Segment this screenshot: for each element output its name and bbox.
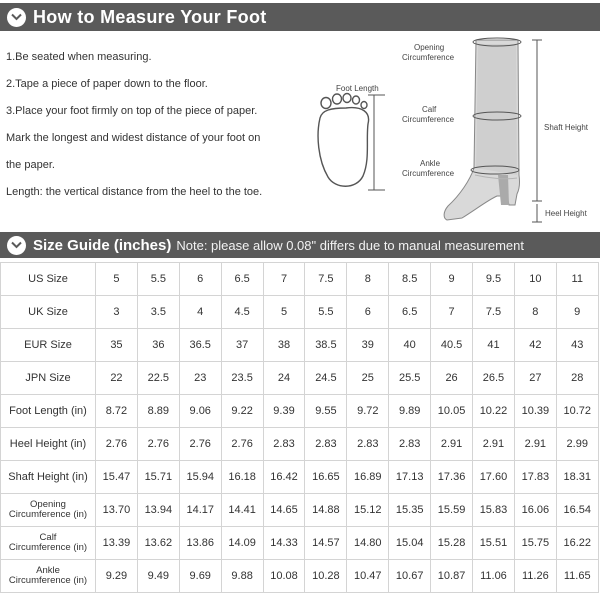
table-cell: 42 bbox=[514, 329, 556, 362]
table-cell: 9.88 bbox=[221, 560, 263, 593]
table-cell: 27 bbox=[514, 362, 556, 395]
table-row bbox=[1, 263, 599, 296]
table-cell: 10.28 bbox=[305, 560, 347, 593]
table-row bbox=[1, 395, 599, 428]
table-cell: 6.5 bbox=[389, 296, 431, 329]
foot-outline-icon bbox=[318, 94, 369, 187]
row-label-line: Ankle bbox=[36, 565, 60, 576]
table-cell: 13.86 bbox=[179, 527, 221, 560]
table-cell: 25.5 bbox=[389, 362, 431, 395]
table-cell: 23.5 bbox=[221, 362, 263, 395]
table-cell: 9.72 bbox=[347, 395, 389, 428]
size-guide-title: Size Guide (inches) bbox=[33, 236, 172, 254]
table-cell: 22 bbox=[96, 362, 138, 395]
table-cell: 13.62 bbox=[137, 527, 179, 560]
table-cell: 13.70 bbox=[96, 494, 138, 527]
table-row bbox=[1, 296, 599, 329]
table-cell: 2.91 bbox=[514, 428, 556, 461]
table-cell: 11.65 bbox=[556, 560, 598, 593]
table-cell: 10.72 bbox=[556, 395, 598, 428]
table-cell: 2.91 bbox=[473, 428, 515, 461]
table-cell: 26 bbox=[431, 362, 473, 395]
table-cell: 37 bbox=[221, 329, 263, 362]
table-cell: 5 bbox=[96, 263, 138, 296]
foot-length-label: Foot Length bbox=[336, 84, 379, 93]
table-cell: 16.42 bbox=[263, 461, 305, 494]
table-cell: 43 bbox=[556, 329, 598, 362]
table-cell: 10 bbox=[514, 263, 556, 296]
table-cell: 10.67 bbox=[389, 560, 431, 593]
table-cell: 9.69 bbox=[179, 560, 221, 593]
row-label: US Size bbox=[1, 263, 96, 296]
table-cell: 15.47 bbox=[96, 461, 138, 494]
row-label-line: Circumference (in) bbox=[8, 509, 88, 520]
table-cell: 13.39 bbox=[96, 527, 138, 560]
table-cell: 17.13 bbox=[389, 461, 431, 494]
measure-title: How to Measure Your Foot bbox=[33, 6, 267, 27]
table-cell: 2.76 bbox=[137, 428, 179, 461]
table-cell: 14.57 bbox=[305, 527, 347, 560]
table-cell: 2.99 bbox=[556, 428, 598, 461]
table-cell: 3.5 bbox=[137, 296, 179, 329]
table-cell: 23 bbox=[179, 362, 221, 395]
table-cell: 8 bbox=[514, 296, 556, 329]
table-cell: 6 bbox=[179, 263, 221, 296]
table-cell: 39 bbox=[347, 329, 389, 362]
table-cell: 10.08 bbox=[263, 560, 305, 593]
table-cell: 14.80 bbox=[347, 527, 389, 560]
table-cell: 2.76 bbox=[179, 428, 221, 461]
table-cell: 40 bbox=[389, 329, 431, 362]
table-cell: 4.5 bbox=[221, 296, 263, 329]
table-cell: 6.5 bbox=[221, 263, 263, 296]
table-cell: 9.29 bbox=[96, 560, 138, 593]
table-cell: 2.91 bbox=[431, 428, 473, 461]
table-cell: 14.17 bbox=[179, 494, 221, 527]
row-label-line: Circumference (in) bbox=[8, 542, 88, 553]
table-cell: 8.72 bbox=[96, 395, 138, 428]
table-cell: 13.94 bbox=[137, 494, 179, 527]
table-cell: 35 bbox=[96, 329, 138, 362]
heel-height-label: Heel Height bbox=[545, 209, 587, 218]
table-cell: 15.35 bbox=[389, 494, 431, 527]
instruction-line: 3.Place your foot firmly on top of the piece of paper. bbox=[6, 105, 258, 117]
table-cell: 9.55 bbox=[305, 395, 347, 428]
calf-label: Calf bbox=[422, 105, 437, 114]
table-cell: 16.22 bbox=[556, 527, 598, 560]
table-cell: 14.09 bbox=[221, 527, 263, 560]
table-cell: 17.36 bbox=[431, 461, 473, 494]
measurement-illustration bbox=[0, 0, 600, 232]
table-cell: 15.51 bbox=[473, 527, 515, 560]
row-label-line: Circumference (in) bbox=[8, 575, 88, 586]
table-row bbox=[1, 461, 599, 494]
table-cell: 7.5 bbox=[305, 263, 347, 296]
table-cell: 24 bbox=[263, 362, 305, 395]
table-cell: 16.18 bbox=[221, 461, 263, 494]
table-cell: 14.33 bbox=[263, 527, 305, 560]
table-cell: 14.88 bbox=[305, 494, 347, 527]
size-guide-header bbox=[0, 232, 600, 258]
table-cell: 2.83 bbox=[347, 428, 389, 461]
table-cell: 15.59 bbox=[431, 494, 473, 527]
instruction-line: 1.Be seated when measuring. bbox=[6, 51, 152, 63]
table-cell: 10.22 bbox=[473, 395, 515, 428]
table-cell: 2.76 bbox=[221, 428, 263, 461]
table-cell: 10.47 bbox=[347, 560, 389, 593]
row-label: Shaft Height (in) bbox=[1, 461, 96, 494]
table-cell: 11.26 bbox=[514, 560, 556, 593]
table-cell: 9 bbox=[556, 296, 598, 329]
chevron-down-icon bbox=[7, 236, 26, 255]
table-cell: 11.06 bbox=[473, 560, 515, 593]
row-label: JPN Size bbox=[1, 362, 96, 395]
row-label bbox=[1, 494, 96, 527]
table-cell: 15.83 bbox=[473, 494, 515, 527]
table-cell: 16.06 bbox=[514, 494, 556, 527]
table-cell: 5 bbox=[263, 296, 305, 329]
table-cell: 5.5 bbox=[305, 296, 347, 329]
size-guide-note: Note: please allow 0.08" differs due to manual measurement bbox=[176, 237, 525, 253]
table-cell: 8.89 bbox=[137, 395, 179, 428]
table-cell: 15.75 bbox=[514, 527, 556, 560]
table-row bbox=[1, 362, 599, 395]
table-row bbox=[1, 527, 599, 560]
table-cell: 15.94 bbox=[179, 461, 221, 494]
row-label bbox=[1, 527, 96, 560]
row-label: UK Size bbox=[1, 296, 96, 329]
table-cell: 2.83 bbox=[389, 428, 431, 461]
table-cell: 15.71 bbox=[137, 461, 179, 494]
table-cell: 2.83 bbox=[305, 428, 347, 461]
table-cell: 3 bbox=[96, 296, 138, 329]
opening-label: Opening bbox=[414, 43, 445, 52]
opening-label-2: Circumference bbox=[402, 53, 455, 62]
row-label-line: Calf bbox=[39, 532, 57, 543]
table-row bbox=[1, 329, 599, 362]
boot-icon bbox=[444, 40, 519, 220]
instruction-line: Length: the vertical distance from the heel to the toe. bbox=[6, 186, 263, 198]
table-cell: 10.39 bbox=[514, 395, 556, 428]
table-cell: 16.54 bbox=[556, 494, 598, 527]
ankle-label-2: Circumference bbox=[402, 169, 455, 178]
table-cell: 15.12 bbox=[347, 494, 389, 527]
table-cell: 7.5 bbox=[473, 296, 515, 329]
table-cell: 28 bbox=[556, 362, 598, 395]
table-cell: 9.5 bbox=[473, 263, 515, 296]
table-cell: 11 bbox=[556, 263, 598, 296]
table-row bbox=[1, 560, 599, 593]
ankle-label: Ankle bbox=[420, 159, 441, 168]
table-cell: 14.41 bbox=[221, 494, 263, 527]
row-label: EUR Size bbox=[1, 329, 96, 362]
table-row bbox=[1, 428, 599, 461]
table-cell: 9 bbox=[431, 263, 473, 296]
table-cell: 8.5 bbox=[389, 263, 431, 296]
table-cell: 16.89 bbox=[347, 461, 389, 494]
table-cell: 24.5 bbox=[305, 362, 347, 395]
shaft-height-label: Shaft Height bbox=[544, 123, 589, 132]
size-table-body bbox=[1, 263, 599, 593]
table-cell: 9.22 bbox=[221, 395, 263, 428]
table-cell: 18.31 bbox=[556, 461, 598, 494]
table-cell: 22.5 bbox=[137, 362, 179, 395]
table-cell: 38.5 bbox=[305, 329, 347, 362]
table-cell: 5.5 bbox=[137, 263, 179, 296]
table-cell: 17.83 bbox=[514, 461, 556, 494]
table-cell: 36 bbox=[137, 329, 179, 362]
table-cell: 9.89 bbox=[389, 395, 431, 428]
row-label: Heel Height (in) bbox=[1, 428, 96, 461]
table-cell: 9.49 bbox=[137, 560, 179, 593]
row-label-line: Opening bbox=[30, 499, 66, 510]
table-cell: 15.28 bbox=[431, 527, 473, 560]
table-cell: 25 bbox=[347, 362, 389, 395]
table-cell: 16.65 bbox=[305, 461, 347, 494]
size-table bbox=[0, 262, 599, 593]
table-cell: 2.76 bbox=[96, 428, 138, 461]
table-row bbox=[1, 494, 599, 527]
table-cell: 10.05 bbox=[431, 395, 473, 428]
table-cell: 7 bbox=[263, 263, 305, 296]
table-cell: 26.5 bbox=[473, 362, 515, 395]
table-cell: 2.83 bbox=[263, 428, 305, 461]
instruction-line: Mark the longest and widest distance of your foot on bbox=[6, 132, 261, 144]
table-cell: 14.65 bbox=[263, 494, 305, 527]
table-cell: 9.39 bbox=[263, 395, 305, 428]
table-cell: 38 bbox=[263, 329, 305, 362]
table-cell: 8 bbox=[347, 263, 389, 296]
table-cell: 9.06 bbox=[179, 395, 221, 428]
table-cell: 36.5 bbox=[179, 329, 221, 362]
calf-label-2: Circumference bbox=[402, 115, 455, 124]
table-cell: 4 bbox=[179, 296, 221, 329]
table-cell: 15.04 bbox=[389, 527, 431, 560]
table-cell: 6 bbox=[347, 296, 389, 329]
table-cell: 40.5 bbox=[431, 329, 473, 362]
instruction-line: the paper. bbox=[6, 159, 55, 171]
table-cell: 10.87 bbox=[431, 560, 473, 593]
row-label bbox=[1, 560, 96, 593]
table-cell: 41 bbox=[473, 329, 515, 362]
table-cell: 7 bbox=[431, 296, 473, 329]
instruction-line: 2.Tape a piece of paper down to the floor. bbox=[6, 78, 208, 90]
table-cell: 17.60 bbox=[473, 461, 515, 494]
row-label: Foot Length (in) bbox=[1, 395, 96, 428]
